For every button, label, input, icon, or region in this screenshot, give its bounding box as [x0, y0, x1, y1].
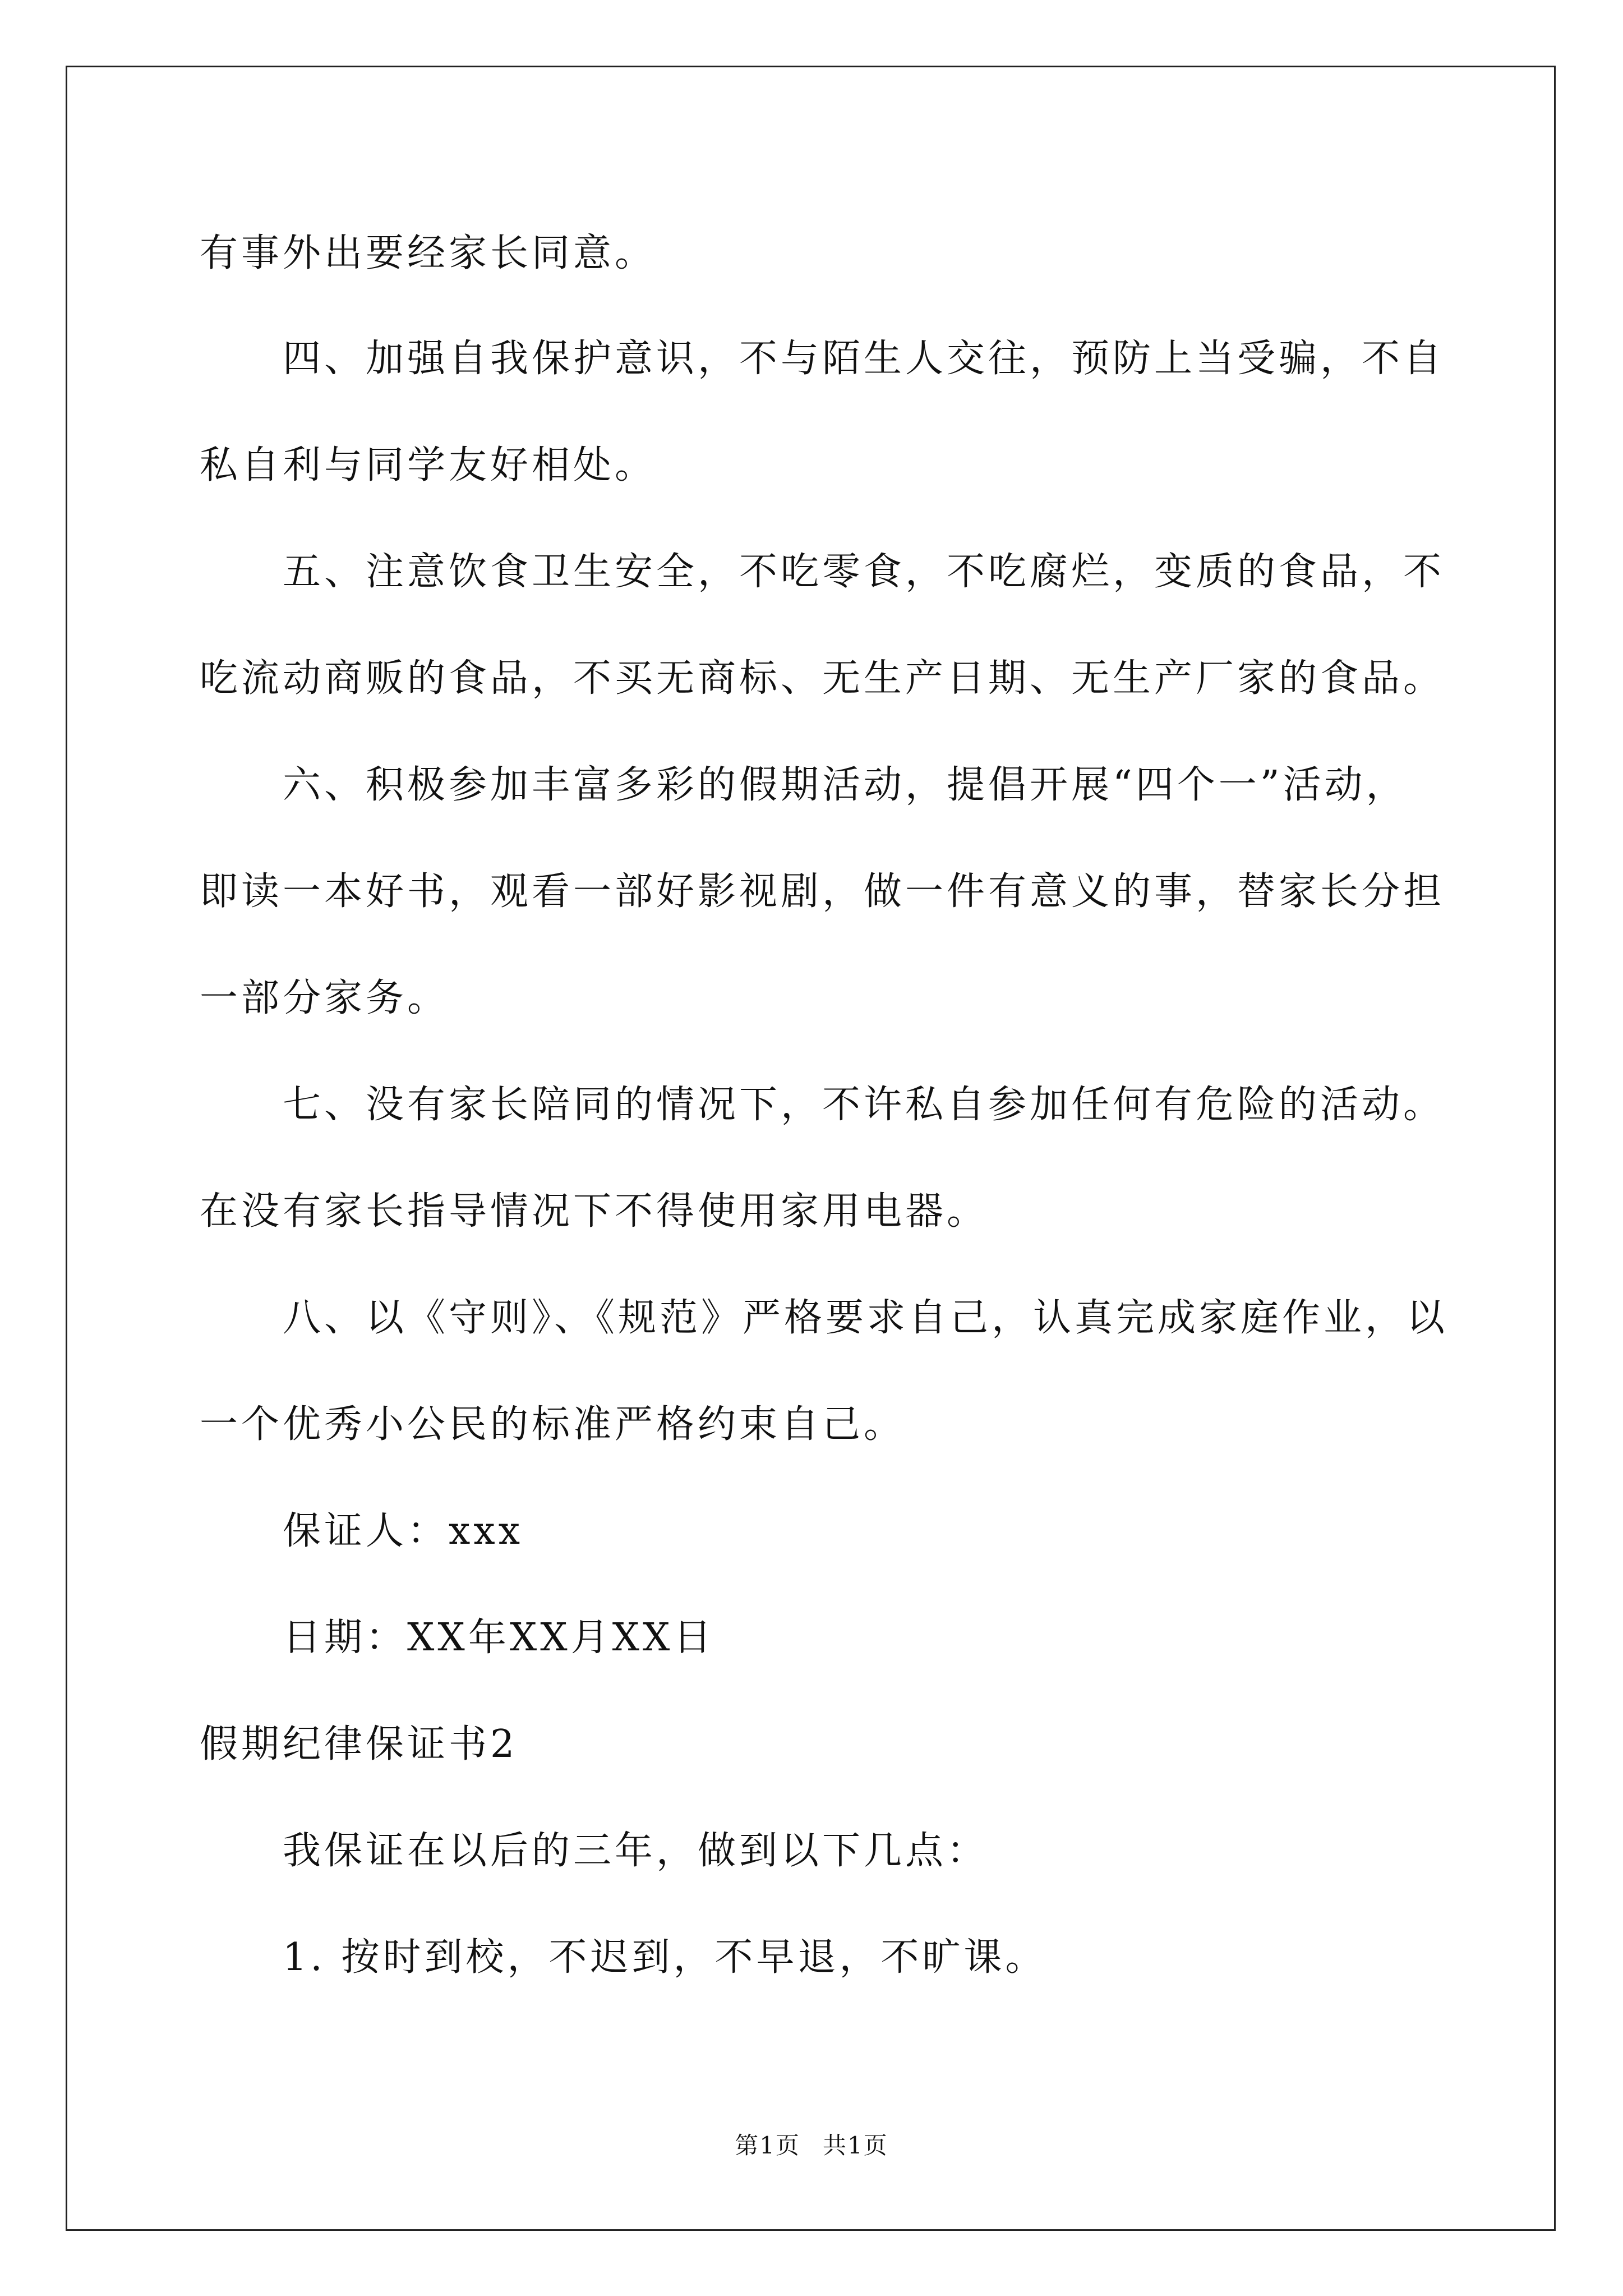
- paragraph-five-line-2: 吃流动商贩的食品，不买无商标、无生产日期、无生产厂家的食品。: [200, 656, 1445, 701]
- page-footer: [0, 2132, 1623, 2160]
- paragraph-four-line-2: 私自利与同学友好相处。: [200, 443, 657, 487]
- paragraph-four-line-1: 四、加强自我保护意识，不与陌生人交往，预防上当受骗，不自: [283, 337, 1445, 381]
- paragraph-eight-line-2: 一个优秀小公民的标准严格约束自己。: [200, 1402, 906, 1447]
- page-border: [66, 66, 1556, 2231]
- pledge-item-1: 1. 按时到校，不迟到，不早退，不旷课。: [283, 1935, 1047, 1980]
- paragraph-eight-line-1: 八、以《守则》、《规范》严格要求自己，认真完成家庭作业，以: [283, 1296, 1449, 1340]
- body-line-1: 有事外出要经家长同意。: [200, 231, 657, 275]
- page-number: 第1页: [735, 2132, 800, 2159]
- page-total: 共1页: [823, 2132, 888, 2159]
- paragraph-seven-line-2: 在没有家长指导情况下不得使用家用电器。: [200, 1189, 989, 1234]
- guarantor-line: 保证人：xxx: [283, 1509, 524, 1553]
- paragraph-six-line-2: 即读一本好书，观看一部好影视剧，做一件有意义的事，替家长分担: [200, 869, 1445, 914]
- paragraph-six-line-3: 一部分家务。: [200, 976, 449, 1020]
- paragraph-seven-line-1: 七、没有家长陪同的情况下，不许私自参加任何有危险的活动。: [283, 1083, 1445, 1127]
- paragraph-five-line-1: 五、注意饮食卫生安全，不吃零食，不吃腐烂，变质的食品，不: [283, 550, 1445, 594]
- date-line: 日期：XX年XX月XX日: [283, 1616, 715, 1660]
- paragraph-six-line-1: 六、积极参加丰富多彩的假期活动，提倡开展“四个一”活动，: [283, 763, 1408, 807]
- section-heading: 假期纪律保证书2: [200, 1722, 518, 1766]
- pledge-intro: 我保证在以后的三年，做到以下几点：: [283, 1829, 989, 1873]
